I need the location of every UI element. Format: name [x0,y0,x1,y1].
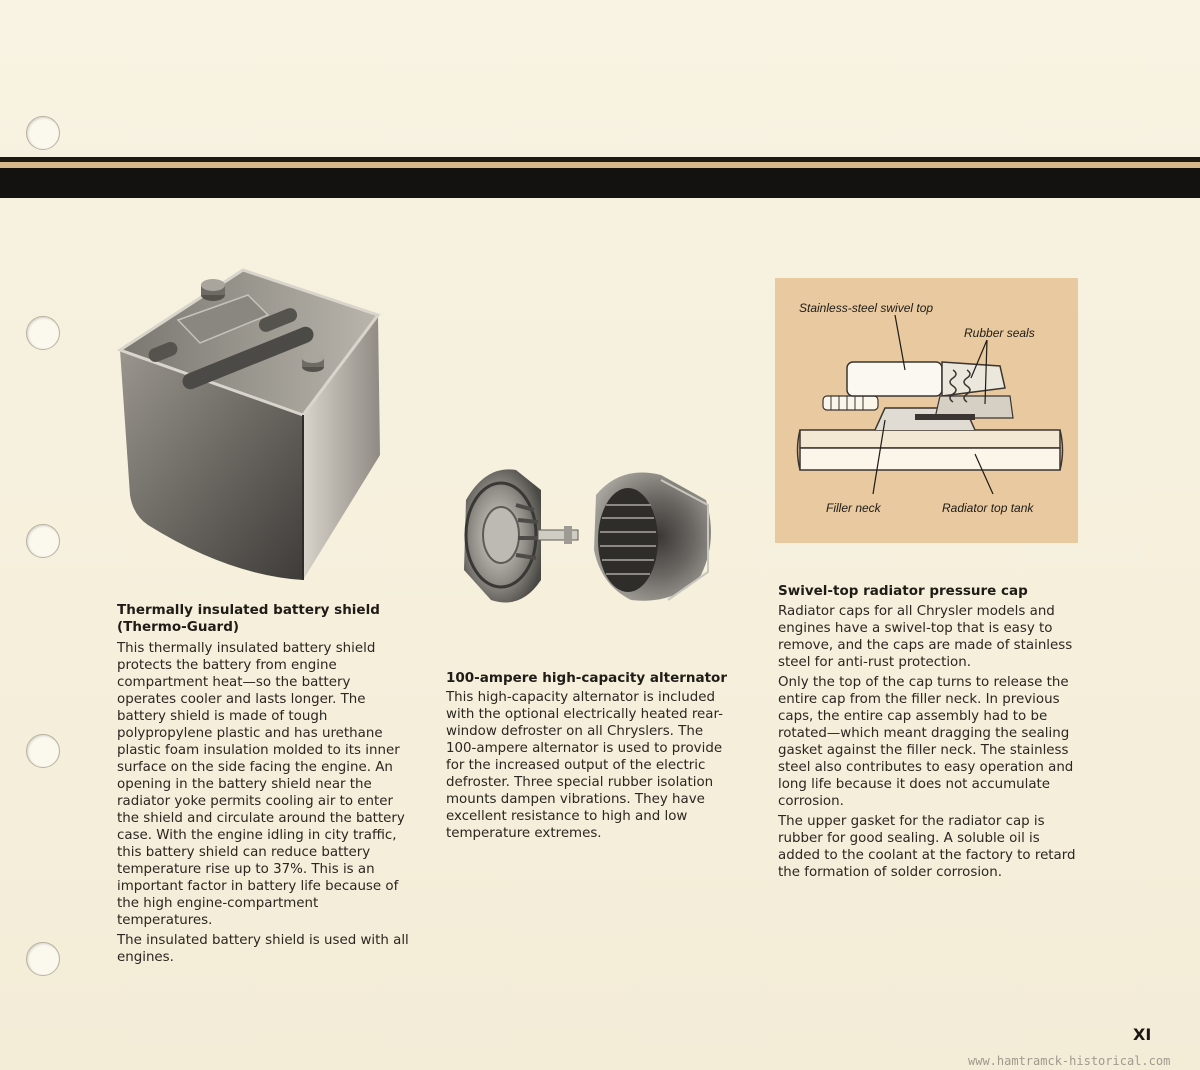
alternator-body [446,689,734,845]
battery-paragraph: The insulated battery shield is used with all engines. [117,933,409,965]
alternator-paragraph: This high-capacity alternator is included with the optional electrically heated rear-window defroster on all Chryslers. The 100-ampere alternator is used to provide for the increased output of the electric defroster. Three special rubber isolation mounts dampen vibrations. They have excellent resistance to high and low temperature extremes. [446,690,723,841]
radiator-cap-heading: Swivel-top radiator pressure cap [778,583,1028,599]
battery-heading [117,602,417,636]
header-rule-thick [0,168,1200,198]
binder-hole [26,116,60,150]
alternator-heading: 100-ampere high-capacity alternator [446,670,727,686]
radiator-cap-paragraph: Only the top of the cap turns to release the entire cap from the filler neck. In previous caps, the entire cap assembly had to be rotated—which meant dragging the sealing gasket against the filler neck. The stainless steel also contributes to easy operation and long life because it does not accumulate corrosion. [778,675,1074,809]
binder-hole [26,734,60,768]
label-filler-neck: Filler neck [826,501,881,515]
battery-shield-photo [108,255,386,585]
radiator-cap-paragraph: Radiator caps for all Chrysler models and engines have a swivel-top that is easy to remove, and the caps are made of stainless steel for anti-rust protection. [778,604,1073,670]
radiator-cap-body [778,603,1080,884]
watermark: www.hamtramck-historical.com [968,1054,1171,1068]
alternator-photo [446,460,722,610]
label-radiator-top-tank: Radiator top tank [942,501,1034,515]
label-swivel-top: Stainless-steel swivel top [799,301,934,315]
binder-hole [26,942,60,976]
radiator-cap-paragraph: The upper gasket for the radiator cap is rubber for good sealing. A soluble oil is added to the coolant at the factory to retard the formation of solder corrosion. [778,814,1076,880]
binder-hole [26,524,60,558]
battery-heading-line1: Thermally insulated battery shield [117,602,380,618]
label-rubber-seals: Rubber seals [964,326,1035,340]
battery-body [117,640,409,969]
battery-heading-line2: (Thermo-Guard) [117,619,240,635]
battery-paragraph: This thermally insulated battery shield protects the battery from engine compartment heat—so the battery operates cooler and lasts longer. The battery shield is made of tough polypropylene plastic and has urethane plastic foam insulation molded to its inner surface on the side facing the engine. An opening in the battery shield near the radiator yoke permits cooling air to enter the shield and circulate around the battery case. With the engine idling in city traffic, this battery shield can reduce battery temperature rise up to 37%. This is an important factor in battery life because of the high engine-compartment temperatures. [117,641,405,928]
radiator-cap-diagram [775,278,1078,543]
binder-hole [26,316,60,350]
page-number: XI [1133,1025,1152,1044]
